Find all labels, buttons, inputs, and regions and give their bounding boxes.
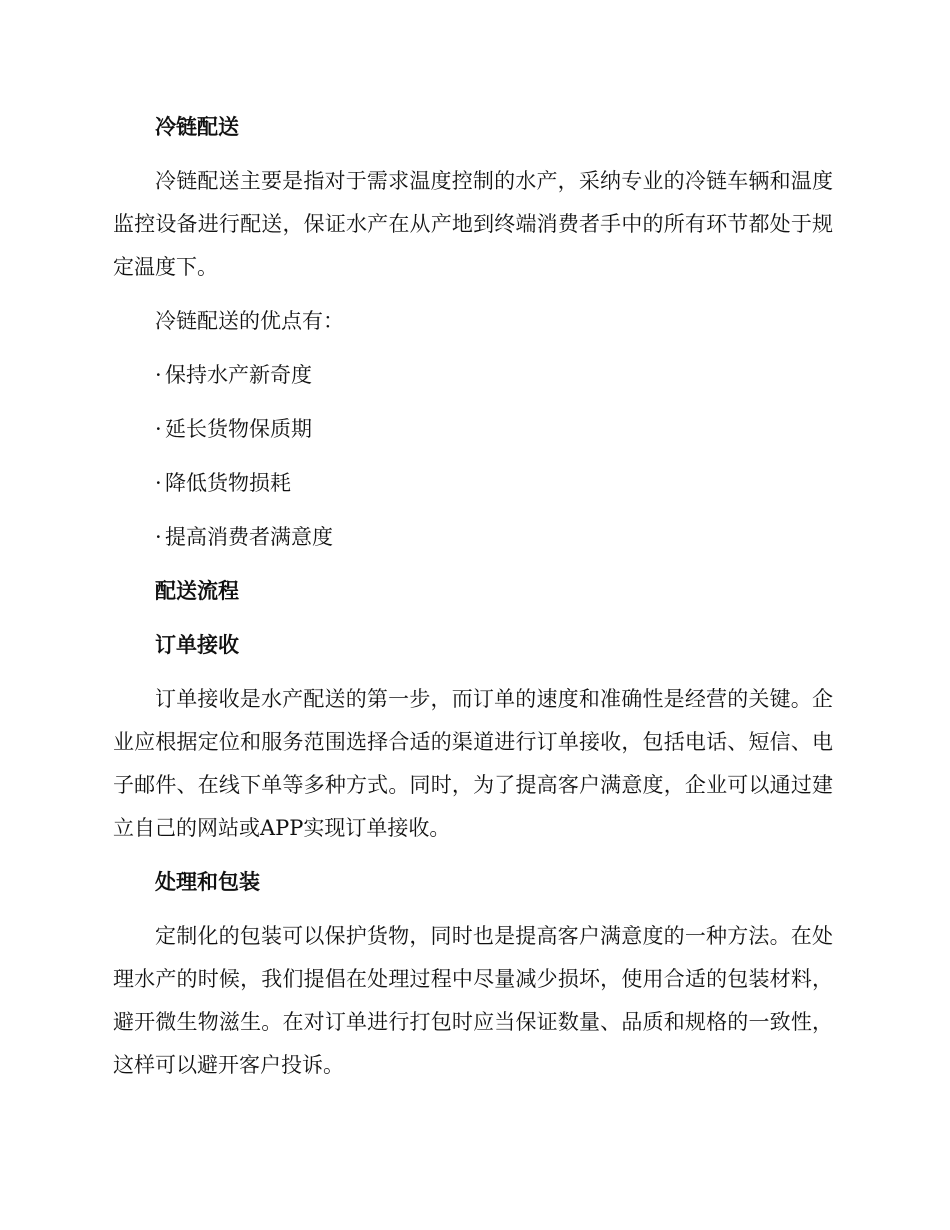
bullet-marker: · bbox=[155, 525, 162, 549]
bullet-marker: · bbox=[155, 471, 162, 495]
paragraph-processing-packaging: 定制化的包装可以保护货物，同时也是提高客户满意度的一种方法。在处理水产的时候，我们提倡在处理过程中尽量减少损坏，使用合适的包装材料，避开微生物滋生。在对订单进行打包时应当保证数量、品质和规格的一致性，这样可以避开客户投诉。 bbox=[113, 924, 833, 1077]
list-item-text: 降低货物损耗 bbox=[165, 471, 291, 495]
advantages-list bbox=[113, 354, 833, 559]
list-item-text: 提高消费者满意度 bbox=[165, 525, 333, 549]
bullet-marker: · bbox=[155, 417, 162, 441]
list-item bbox=[113, 516, 833, 559]
paragraph-advantages-intro: 冷链配送的优点有： bbox=[155, 309, 344, 333]
list-item bbox=[113, 354, 833, 397]
list-item-text: 保持水产新奇度 bbox=[165, 363, 312, 387]
list-item bbox=[113, 462, 833, 505]
paragraph-cold-chain-definition: 冷链配送主要是指对于需求温度控制的水产，采纳专业的冷链车辆和温度监控设备进行配送，保证水产在从产地到终端消费者手中的所有环节都处于规定温度下。 bbox=[113, 169, 833, 279]
paragraph-order-receiving: 订单接收是水产配送的第一步，而订单的速度和准确性是经营的关键。企业应根据定位和服务范围选择合适的渠道进行订单接收，包括电话、短信、电子邮件、在线下单等多种方式。同时，为了提高客户满意度，企业可以通过建立自己的网站或APP实现订单接收。 bbox=[113, 687, 833, 840]
heading-delivery-process: 配送流程 bbox=[155, 579, 239, 603]
heading-processing-packaging: 处理和包装 bbox=[155, 870, 260, 894]
heading-cold-chain-delivery: 冷链配送 bbox=[155, 115, 239, 139]
bullet-marker: · bbox=[155, 363, 162, 387]
list-item bbox=[113, 408, 833, 451]
heading-order-receiving: 订单接收 bbox=[155, 633, 239, 657]
list-item-text: 延长货物保质期 bbox=[165, 417, 312, 441]
document-body bbox=[113, 106, 833, 1098]
